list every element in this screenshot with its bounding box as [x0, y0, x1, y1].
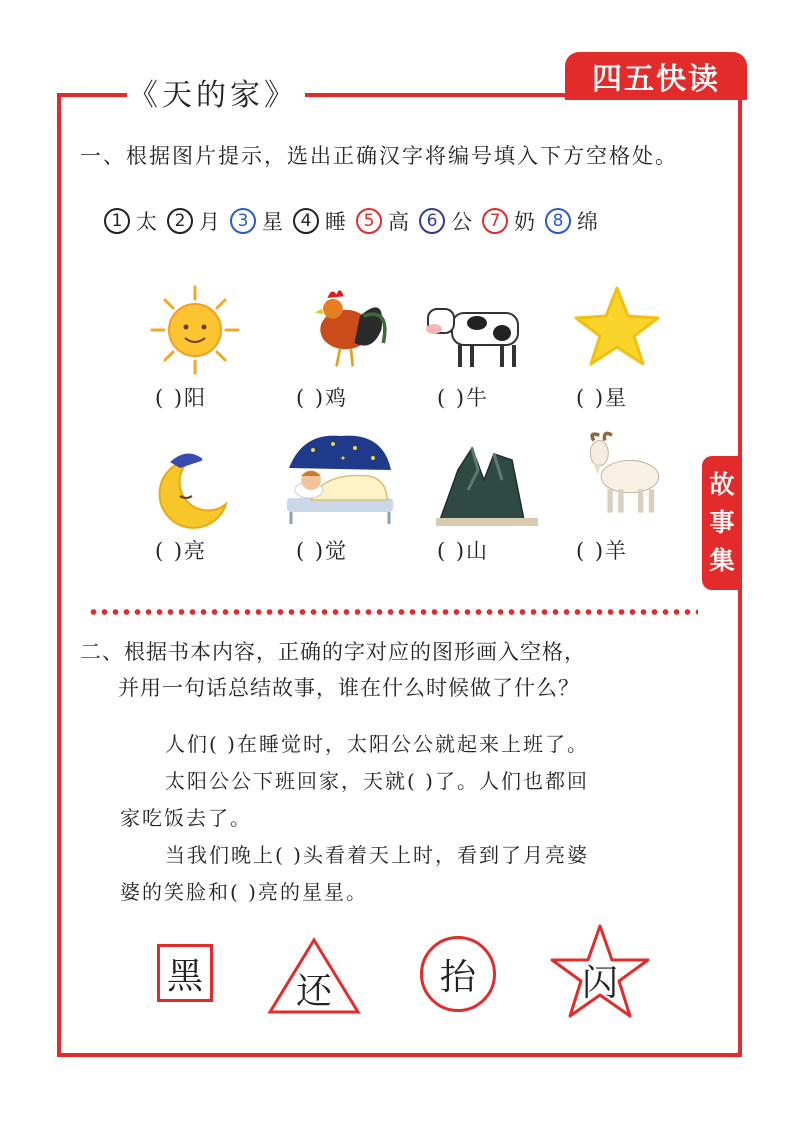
blank-moon[interactable]: ( )亮	[155, 539, 208, 563]
choice-number: 2	[167, 208, 193, 234]
story-line: 太阳公公下班回家，天就( )了。人们也都回	[165, 769, 589, 793]
story-line: 人们( )在睡觉时，太阳公公就起来上班了。	[165, 732, 589, 756]
section2-instruction-line2: 并用一句话总结故事，谁在什么时候做了什么？	[118, 676, 580, 700]
mountain-icon	[432, 440, 542, 530]
section1-instruction: 一、根据图片提示，选出正确汉字将编号填入下方空格处。	[80, 144, 678, 168]
rooster-icon	[295, 280, 405, 370]
choice-number: 1	[104, 208, 130, 234]
square-shape	[157, 944, 213, 1002]
choice-char: 高	[388, 210, 409, 234]
side-tab-char: 故	[709, 470, 735, 499]
star-char: 闪	[581, 962, 618, 1004]
cow-icon	[422, 290, 532, 380]
choice-char: 月	[199, 210, 220, 234]
side-tab-char: 集	[709, 546, 735, 575]
choice-item	[230, 206, 283, 236]
blank-sleep[interactable]: ( )觉	[296, 539, 349, 563]
goat-icon	[565, 428, 675, 518]
circle-char: 抬	[439, 956, 476, 998]
triangle-char: 还	[295, 970, 332, 1012]
triangle-shape	[266, 936, 362, 1016]
choice-number: 3	[230, 208, 256, 234]
page-frame	[57, 95, 742, 1057]
dotted-divider	[88, 608, 698, 616]
choice-char: 太	[136, 210, 157, 234]
story-line: 家吃饭去了。	[120, 806, 252, 830]
sun-icon	[140, 285, 250, 375]
sleeping-child-icon	[283, 428, 398, 528]
blank-cow[interactable]: ( )牛	[437, 386, 490, 410]
story-line: 当我们晚上( )头看着天上时，看到了月亮婆	[165, 843, 589, 867]
moon-icon	[140, 440, 250, 530]
choice-number: 7	[482, 208, 508, 234]
page-title: 《天的家》	[128, 78, 298, 113]
choice-char: 睡	[325, 210, 346, 234]
choice-number: 4	[293, 208, 319, 234]
choice-char: 公	[451, 210, 472, 234]
story-line: 婆的笑脸和( )亮的星星。	[120, 880, 368, 904]
choice-item	[482, 206, 535, 236]
square-char: 黑	[166, 955, 203, 997]
choice-char: 奶	[514, 210, 535, 234]
blank-rooster[interactable]: ( )鸡	[296, 386, 349, 410]
choice-item	[419, 206, 472, 236]
choice-item	[545, 206, 598, 236]
choice-item	[293, 206, 346, 236]
choice-list	[104, 206, 602, 236]
series-badge: 四五快读	[565, 52, 747, 100]
side-tab-char: 事	[709, 508, 735, 537]
blank-mountain[interactable]: ( )山	[437, 539, 490, 563]
choice-number: 5	[356, 208, 382, 234]
choice-char: 星	[262, 210, 283, 234]
star-icon	[562, 280, 672, 370]
section2-instruction-line1: 二、根据书本内容，正确的字对应的图形画入空格，	[80, 640, 586, 664]
choice-item	[167, 206, 220, 236]
blank-sun[interactable]: ( )阳	[155, 386, 208, 410]
star-shape	[548, 922, 652, 1022]
blank-goat[interactable]: ( )羊	[576, 539, 629, 563]
blank-star[interactable]: ( )星	[576, 386, 629, 410]
choice-item	[104, 206, 157, 236]
choice-number: 8	[545, 208, 571, 234]
side-tab	[702, 456, 742, 590]
choice-item	[356, 206, 409, 236]
frame-top-left	[57, 93, 127, 97]
choice-number: 6	[419, 208, 445, 234]
choice-char: 绵	[577, 210, 598, 234]
frame-top-right	[305, 93, 567, 97]
circle-shape	[420, 936, 496, 1012]
